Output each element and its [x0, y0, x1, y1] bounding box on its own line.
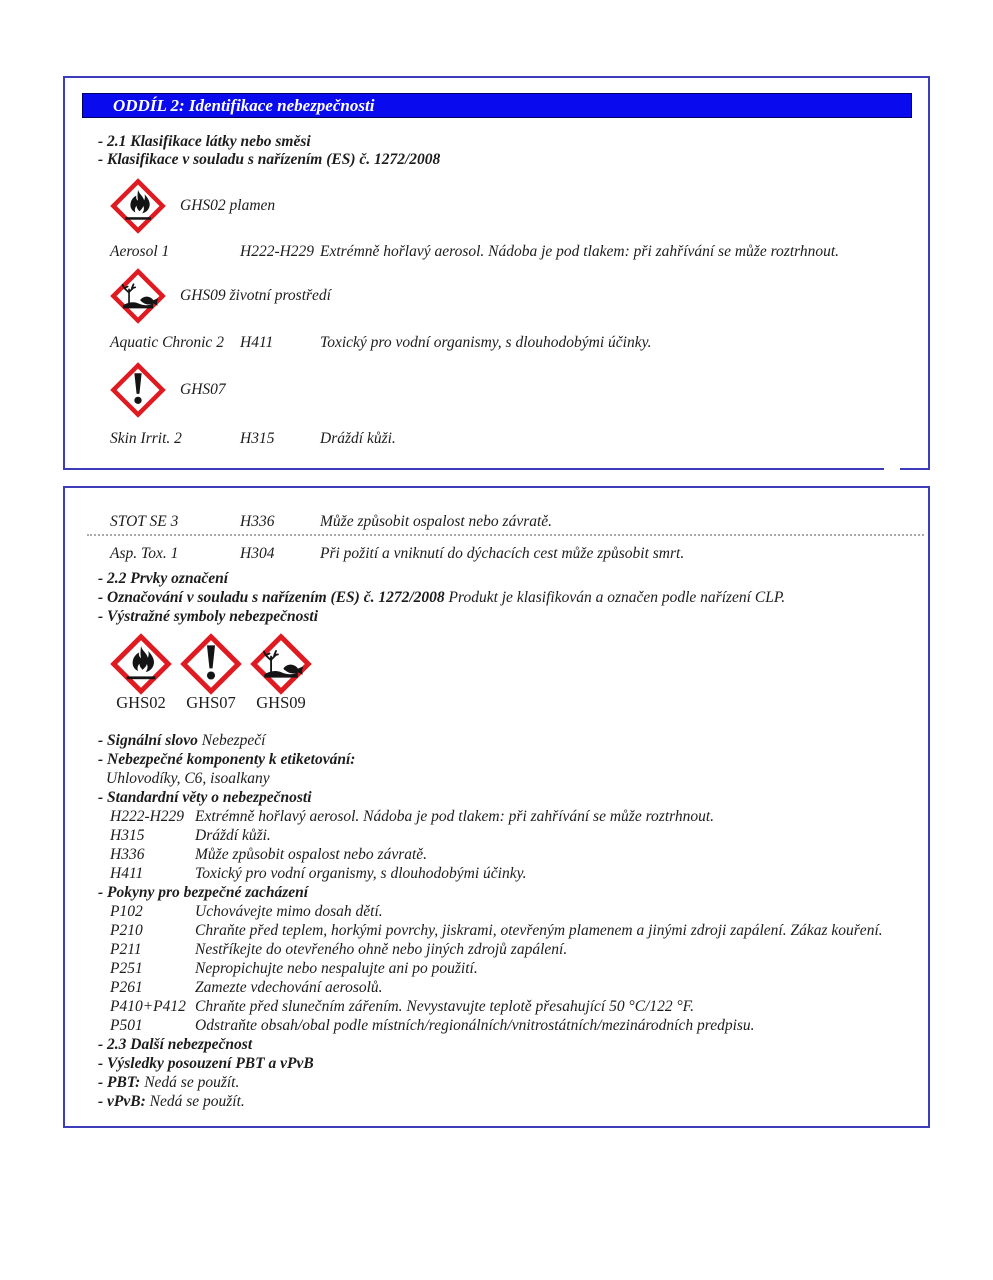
- symbol-ghs07: [180, 633, 242, 713]
- p-text: Chraňte před teplem, horkými povrchy, jiskrami, otevřeným plamenem a jinými zdroji zapálení. Zákaz kouření.: [195, 922, 883, 939]
- pictogram-caption: GHS02 plamen: [180, 197, 276, 214]
- p-text: Odstraňte obsah/obal podle místních/regionálních/vnitrostátních/mezinárodních predpisu.: [195, 1017, 755, 1034]
- heading-2-2: - 2.2 Prvky označení: [98, 570, 229, 587]
- heading-precautionary: - Pokyny pro bezpečné zacházení: [98, 884, 309, 901]
- ghs02-flame-icon: [110, 633, 172, 695]
- classification-row-aerosol: [110, 243, 914, 261]
- symbol-ghs09: [250, 633, 312, 713]
- section-2-panel-top: [63, 76, 930, 470]
- classification-row-asp-tox: [110, 544, 914, 563]
- hazard-symbols-row: [110, 633, 928, 713]
- p-text: Nepropichujte nebo nespalujte ani po použití.: [195, 960, 478, 977]
- pictogram-row-ghs07: [110, 362, 928, 418]
- pbt-line: - PBT: Nedá se použít.: [98, 1074, 240, 1091]
- h-text: Dráždí kůži.: [195, 827, 271, 844]
- signal-word-line: - Signální slovo Nebezpečí: [98, 732, 266, 749]
- section-2-panel-bottom: [63, 486, 930, 1128]
- p-text: Nestříkejte do otevřeného ohně nebo jiných zdrojů zapálení.: [195, 941, 568, 958]
- hazard-phrase: Při požití a vniknutí do dýchacích cest může způsobit smrt.: [320, 545, 685, 562]
- p-text: Zamezte vdechování aerosolů.: [195, 979, 383, 996]
- ghs09-environment-icon: [250, 633, 312, 695]
- hazard-components-value: Uhlovodíky, C6, isoalkany: [106, 770, 270, 787]
- hazard-class: Skin Irrit. 2: [110, 430, 182, 447]
- p-code: P501: [110, 1017, 143, 1034]
- pictogram-caption: GHS07: [180, 381, 226, 398]
- classification-row-aquatic: [110, 334, 914, 352]
- h-code: H336: [110, 846, 145, 863]
- vpvb-line: - vPvB: Nedá se použít.: [98, 1093, 245, 1110]
- p-code: P102: [110, 903, 143, 920]
- heading-pbt-results: - Výsledky posouzení PBT a vPvB: [98, 1055, 314, 1072]
- p-code: P261: [110, 979, 143, 996]
- symbol-label: GHS07: [186, 693, 236, 712]
- h-code: H222-H229: [110, 808, 185, 825]
- p-text: Uchovávejte mimo dosah dětí.: [195, 903, 383, 920]
- pictogram-caption: GHS09 životní prostředí: [180, 287, 331, 304]
- ghs09-environment-icon: [110, 268, 166, 324]
- symbol-label: GHS02: [116, 693, 166, 712]
- p-phrase-row: [110, 978, 912, 997]
- p-code: P211: [110, 941, 142, 958]
- p-phrase-row: [110, 902, 912, 921]
- heading-2-1: - 2.1 Klasifikace látky nebo směsi: [98, 133, 311, 150]
- p-code: P210: [110, 922, 143, 939]
- heading-hazard-statements: - Standardní věty o nebezpečnosti: [98, 789, 312, 806]
- hazard-code: H315: [240, 430, 275, 447]
- hazard-code: H222-H229: [240, 243, 315, 260]
- p-phrase-row: [110, 1016, 912, 1035]
- hazard-code: H336: [240, 513, 275, 530]
- hazard-phrase: Dráždí kůži.: [320, 430, 396, 447]
- section-header: ODDÍL 2: Identifikace nebezpečnosti: [82, 93, 912, 118]
- hazard-class: Aquatic Chronic 2: [110, 334, 224, 351]
- hazard-phrase: Může způsobit ospalost nebo závratě.: [320, 513, 553, 530]
- h-text: Může způsobit ospalost nebo závratě.: [195, 846, 428, 863]
- p-phrase-row: [110, 940, 912, 959]
- p-phrase-row: [110, 921, 912, 940]
- clp-labelling-line: - Označování v souladu s nařízením (ES) č. 1272/2008 Produkt je klasifikován a označen podle nařízení CLP.: [98, 589, 786, 606]
- hazard-code: H411: [240, 334, 274, 351]
- hazard-code: H304: [240, 545, 275, 562]
- h-phrase-row: [110, 864, 912, 883]
- h-text: Extrémně hořlavý aerosol. Nádoba je pod tlakem: při zahřívání se může roztrhnout.: [195, 808, 715, 825]
- classification-row-skin-irrit: [110, 430, 914, 448]
- hazard-phrase: Toxický pro vodní organismy, s dlouhodobými účinky.: [320, 334, 652, 351]
- hazard-phrase: Extrémně hořlavý aerosol. Nádoba je pod tlakem: při zahřívání se může roztrhnout.: [320, 243, 840, 260]
- scan-border-artifact: [884, 468, 900, 470]
- classification-row-stot: [110, 512, 914, 531]
- hazard-class: Aerosol 1: [110, 243, 170, 260]
- h-phrase-row: [110, 807, 912, 826]
- pictogram-row-ghs02: [110, 178, 928, 234]
- p-phrase-row: [110, 997, 912, 1016]
- heading-hazard-symbols: - Výstražné symboly nebezpečnosti: [98, 608, 318, 625]
- p-code: P251: [110, 960, 143, 977]
- ghs07-exclamation-icon: [110, 362, 166, 418]
- h-phrase-row: [110, 826, 912, 845]
- h-code: H315: [110, 827, 145, 844]
- h-text: Toxický pro vodní organismy, s dlouhodobými účinky.: [195, 865, 527, 882]
- p-phrase-row: [110, 959, 912, 978]
- heading-2-3: - 2.3 Další nebezpečnost: [98, 1036, 253, 1053]
- hazard-class: STOT SE 3: [110, 513, 179, 530]
- hazard-class: Asp. Tox. 1: [110, 545, 179, 562]
- heading-hazard-components: - Nebezpečné komponenty k etiketování:: [98, 751, 356, 768]
- h-code: H411: [110, 865, 144, 882]
- heading-clp-classification: - Klasifikace v souladu s nařízením (ES) č. 1272/2008: [98, 151, 441, 168]
- symbol-label: GHS09: [256, 693, 306, 712]
- dotted-separator: [87, 534, 924, 536]
- symbol-ghs02: [110, 633, 172, 713]
- p-code: P410+P412: [110, 998, 186, 1015]
- ghs02-flame-icon: [110, 178, 166, 234]
- pictogram-row-ghs09: [110, 268, 928, 324]
- h-phrase-row: [110, 845, 912, 864]
- p-text: Chraňte před slunečním zářením. Nevystavujte teplotě přesahující 50 °C/122 °F.: [195, 998, 695, 1015]
- ghs07-exclamation-icon: [180, 633, 242, 695]
